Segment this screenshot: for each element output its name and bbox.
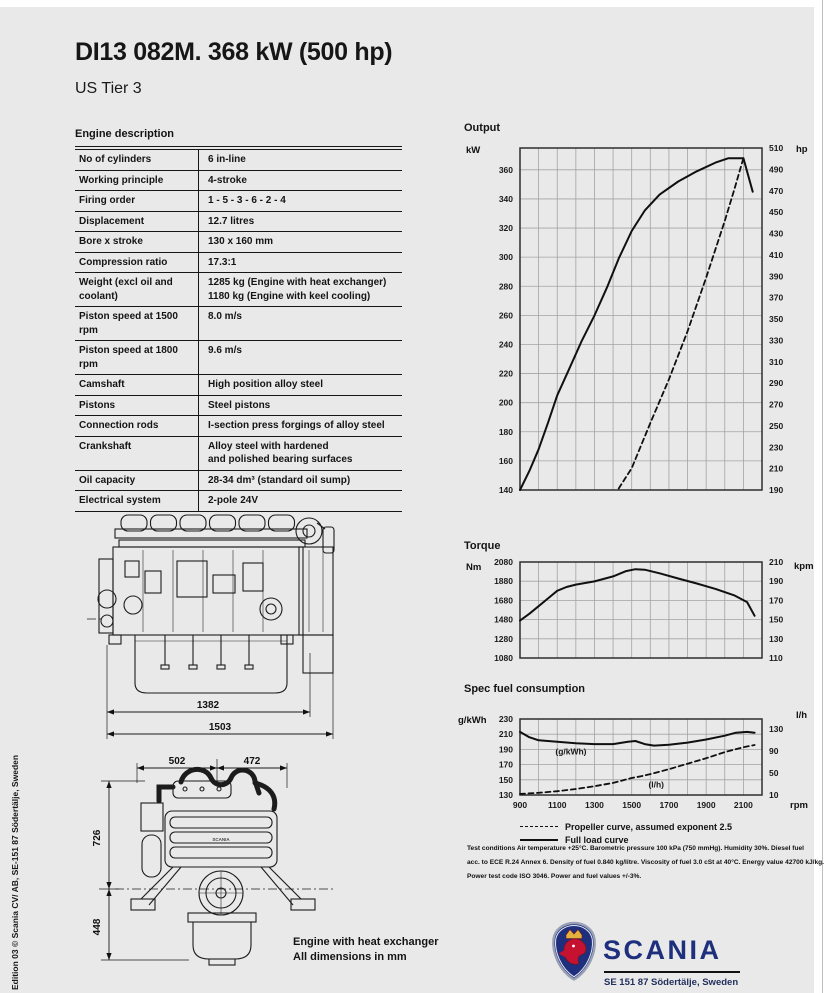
engine-side-view-drawing [85,503,445,745]
spec-value: 2-pole 24V [208,495,259,506]
dimension-label-height-lower: 448 [92,918,103,936]
spec-value: 8.0 m/s [208,311,242,322]
svg-text:210: 210 [769,557,784,567]
page-title: DI13 082M. 368 kW (500 hp) [75,38,393,66]
spec-label: Pistons [75,396,199,416]
spec-table-row [75,437,402,471]
spec-label: Firing order [75,191,199,211]
svg-text:230: 230 [769,442,784,453]
svg-text:kW: kW [466,145,481,156]
svg-text:1500: 1500 [622,800,642,810]
svg-text:430: 430 [769,228,784,239]
svg-text:200: 200 [498,397,513,408]
svg-text:l/h: l/h [796,710,808,721]
svg-text:150: 150 [769,614,784,625]
svg-text:270: 270 [769,399,784,410]
svg-text:210: 210 [769,463,784,474]
legend-propeller-curve [520,821,732,832]
svg-text:190: 190 [769,576,784,587]
svg-text:1700: 1700 [659,800,679,810]
svg-text:360: 360 [498,164,513,175]
spec-value: 6 in-line [208,154,246,165]
spec-value: Alloy steel with hardened and polished bearing surfaces [208,440,353,465]
spec-value: 1285 kg (Engine with heat exchanger) 1180 kg (Engine with keel cooling) [208,277,387,302]
spec-value: Steel pistons [208,399,271,411]
drawing-caption-line1: Engine with heat exchanger [293,936,439,948]
svg-text:220: 220 [498,368,513,379]
svg-text:170: 170 [769,595,784,606]
svg-text:450: 450 [769,207,784,218]
fuel-chart-title: Spec fuel consumption [464,683,586,695]
dimension-label-width-left: 502 [168,756,186,767]
torque-chart-title: Torque [464,540,501,552]
svg-text:240: 240 [498,339,513,350]
output-chart-canvas [458,136,830,509]
spec-table-row [75,307,402,341]
curve-legend [520,821,732,847]
page-subtitle: US Tier 3 [75,80,142,97]
svg-text:290: 290 [769,378,784,389]
svg-text:230: 230 [498,714,513,724]
svg-text:330: 330 [769,335,784,346]
svg-text:370: 370 [769,292,784,303]
svg-text:(l/h): (l/h) [648,779,665,790]
legend-full-load-label: Full load curve [565,834,629,845]
spec-label: Bore x stroke [75,232,199,252]
spec-table-row [75,341,402,375]
svg-text:160: 160 [498,455,513,466]
spec-table-row [75,396,402,417]
svg-text:130: 130 [769,633,784,644]
spec-label: Displacement [75,212,199,232]
logo-underline [604,971,740,973]
svg-text:1280: 1280 [494,633,513,644]
svg-text:210: 210 [498,729,513,740]
spec-table-row [75,273,402,307]
spec-value: 28-34 dm³ (standard oil sump) [208,474,351,486]
spec-value: 12.7 litres [208,215,255,227]
svg-text:hp: hp [796,144,808,155]
svg-text:50: 50 [769,768,779,779]
top-margin-strip [0,0,830,7]
torque-chart-section [458,540,830,674]
scania-griffin-badge-icon [550,921,598,983]
svg-text:470: 470 [769,185,784,196]
spec-value: 9.6 m/s [208,345,242,356]
fuel-chart-canvas [458,703,830,820]
svg-text:190: 190 [498,744,513,755]
spec-table-row [75,171,402,192]
svg-text:1880: 1880 [494,576,513,587]
output-chart-section [458,122,830,516]
engine-spec-table-body [75,150,402,512]
svg-text:rpm: rpm [790,800,808,811]
fineprint-line2: acc. to ECE R.24 Annex 6. Density of fuel 0.840 kg/litre. Viscosity of fuel 3.0 cSt at 40°C. Energy value 42700 kJ/kg. [467,859,825,867]
spec-value: 130 x 160 mm [208,236,274,247]
svg-text:140: 140 [498,485,513,495]
engine-side-silhouette [87,515,334,693]
engine-brand-engraving: SCANIA [212,837,230,842]
spec-table-row [75,191,402,212]
svg-text:310: 310 [769,356,784,367]
svg-text:250: 250 [769,420,784,431]
spec-table-row [75,253,402,274]
svg-text:900: 900 [512,800,528,810]
dimension-label-width-right: 472 [243,756,261,767]
drawing-caption-line2: All dimensions in mm [293,950,407,963]
svg-text:280: 280 [498,281,513,292]
svg-text:2100: 2100 [733,800,753,810]
output-full-load-curve [520,158,753,490]
spec-value: 17.3:1 [208,256,237,268]
spec-label: Working principle [75,171,199,191]
spec-value: 1 - 5 - 3 - 6 - 2 - 4 [208,195,286,206]
dimension-label-height-upper: 726 [92,829,103,847]
spec-table-row [75,416,402,437]
spec-label: Camshaft [75,375,199,395]
svg-text:490: 490 [769,164,784,175]
fuel-chart-section [458,683,830,815]
spec-table-row [75,232,402,253]
spec-label: Weight (excl oil and coolant) [75,273,199,306]
svg-text:g/kWh: g/kWh [458,715,487,726]
spec-label: Electrical system [75,491,199,511]
scania-address: SE 151 87 Södertälje, Sweden [604,977,739,988]
svg-text:1480: 1480 [494,614,513,625]
svg-text:510: 510 [769,143,784,153]
svg-text:110: 110 [769,653,783,663]
dashed-line-icon [520,826,558,827]
svg-text:150: 150 [498,774,513,785]
spec-label: No of cylinders [75,150,199,170]
spec-value: I-section press forgings of alloy steel [208,420,385,431]
svg-text:320: 320 [498,223,513,234]
svg-text:130: 130 [498,790,513,800]
svg-text:130: 130 [769,724,784,735]
torque-full-load-curve [520,569,755,620]
dimension-label-length-total: 1503 [208,722,232,733]
spec-table-row [75,212,402,233]
svg-text:170: 170 [498,759,513,770]
svg-text:1300: 1300 [585,800,604,810]
svg-text:190: 190 [769,485,784,495]
spec-label: Compression ratio [75,253,199,273]
dimension-label-length-flywheel: 1382 [196,700,220,711]
drawing-caption [293,935,438,965]
svg-text:180: 180 [498,426,513,437]
svg-text:340: 340 [498,193,513,204]
fineprint-line1: Test conditions Air temperature +25°C. Barometric pressure 100 kPa (750 mmHg). Humidity 30%. Diesel fuel [467,845,805,852]
svg-text:1080: 1080 [494,653,513,663]
engine-table-heading: Engine description [75,128,175,140]
svg-text:410: 410 [769,249,784,260]
torque-chart-canvas [458,554,830,677]
spec-label: Piston speed at 1800 rpm [75,341,199,374]
output-chart-title: Output [464,122,501,134]
spec-table-row [75,375,402,396]
svg-text:(g/kWh): (g/kWh) [555,746,587,757]
spec-label: Connection rods [75,416,199,436]
test-conditions-fineprint [467,845,825,888]
edition-copyright-text: Edition 03 © Scania CV/ AB, SE-151 87 Södertälje, Sweden [10,754,20,990]
legend-full-load-curve [520,834,732,845]
spec-table-row [75,471,402,492]
spec-label: Oil capacity [75,471,199,491]
fineprint-line3: Power test code ISO 3046. Power and fuel values +/-3%. [467,873,642,881]
scania-wordmark: SCANIA [603,935,722,965]
svg-text:260: 260 [498,310,513,321]
solid-line-icon [520,839,558,841]
svg-text:1680: 1680 [494,595,513,606]
spec-label: Crankshaft [75,437,199,470]
svg-text:kpm: kpm [794,561,814,572]
spec-value: High position alloy steel [208,379,324,390]
svg-text:390: 390 [769,271,784,282]
engine-spec-table [75,146,402,512]
svg-text:1100: 1100 [548,800,567,810]
svg-text:350: 350 [769,314,784,324]
legend-propeller-label: Propeller curve, assumed exponent 2.5 [565,821,733,832]
spec-value: 4-stroke [208,174,247,186]
svg-text:1900: 1900 [696,800,716,810]
svg-text:90: 90 [769,746,779,757]
svg-text:300: 300 [498,252,513,263]
svg-text:2080: 2080 [494,557,513,567]
svg-text:Nm: Nm [466,562,482,573]
svg-text:10: 10 [769,789,779,800]
spec-label: Piston speed at 1500 rpm [75,307,199,340]
spec-table-row [75,150,402,171]
